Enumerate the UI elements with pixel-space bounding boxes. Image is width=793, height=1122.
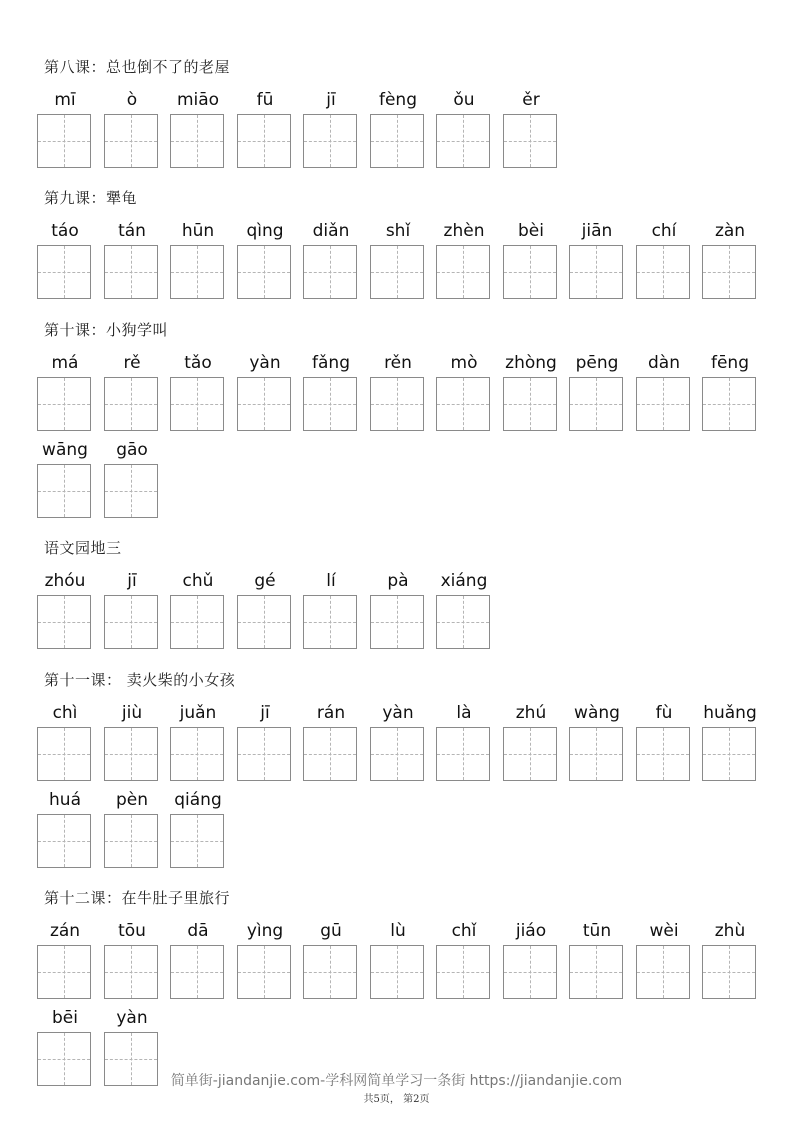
pinyin-row <box>37 919 757 999</box>
pinyin-label: chǐ <box>451 921 477 941</box>
tian-zi-ge-writing-box[interactable] <box>170 945 224 999</box>
character-cell <box>170 88 226 168</box>
tian-zi-ge-writing-box[interactable] <box>303 114 357 168</box>
lesson-title: 第十一课： 卖火柴的小女孩 <box>44 671 236 689</box>
character-cell <box>436 919 492 999</box>
pinyin-label: zhú <box>515 703 547 723</box>
tian-zi-ge-writing-box[interactable] <box>170 377 224 431</box>
tian-zi-ge-writing-box[interactable] <box>436 945 490 999</box>
character-cell <box>303 219 359 299</box>
character-cell <box>237 701 293 781</box>
character-cell <box>104 219 160 299</box>
character-cell <box>37 88 93 168</box>
lesson-title: 第十课：小狗学叫 <box>44 321 169 339</box>
pinyin-label: wāng <box>42 440 88 460</box>
character-cell <box>37 788 93 868</box>
character-cell <box>104 351 160 431</box>
tian-zi-ge-writing-box[interactable] <box>436 245 490 299</box>
tian-zi-ge-writing-box[interactable] <box>237 945 291 999</box>
character-cell <box>503 701 559 781</box>
pinyin-label: zhù <box>714 921 746 941</box>
tian-zi-ge-writing-box[interactable] <box>370 727 424 781</box>
tian-zi-ge-writing-box[interactable] <box>303 727 357 781</box>
character-cell <box>702 919 758 999</box>
tian-zi-ge-writing-box[interactable] <box>104 814 158 868</box>
character-cell <box>436 701 492 781</box>
tian-zi-ge-writing-box[interactable] <box>370 595 424 649</box>
pinyin-label: dā <box>187 921 209 941</box>
pinyin-label: mò <box>450 353 478 373</box>
pinyin-label: yàn <box>382 703 414 723</box>
character-cell <box>237 569 293 649</box>
character-cell <box>569 701 625 781</box>
pinyin-label: fù <box>655 703 673 723</box>
character-cell <box>170 701 226 781</box>
pinyin-label: bēi <box>52 1008 78 1028</box>
pinyin-label: wàng <box>574 703 620 723</box>
pinyin-label: zhèn <box>443 221 485 241</box>
tian-zi-ge-writing-box[interactable] <box>569 377 623 431</box>
tian-zi-ge-writing-box[interactable] <box>37 945 91 999</box>
pinyin-label: yàn <box>249 353 281 373</box>
tian-zi-ge-writing-box[interactable] <box>104 464 158 518</box>
pinyin-label: chí <box>651 221 677 241</box>
tian-zi-ge-writing-box[interactable] <box>104 245 158 299</box>
character-cell <box>170 788 226 868</box>
tian-zi-ge-writing-box[interactable] <box>237 245 291 299</box>
pinyin-label: jī <box>326 90 336 110</box>
character-cell <box>436 569 492 649</box>
tian-zi-ge-writing-box[interactable] <box>37 377 91 431</box>
lesson-title: 第十二课：在牛肚子里旅行 <box>44 889 231 907</box>
character-cell <box>170 219 226 299</box>
tian-zi-ge-writing-box[interactable] <box>370 377 424 431</box>
tian-zi-ge-writing-box[interactable] <box>37 727 91 781</box>
pinyin-label: shǐ <box>385 221 411 241</box>
character-cell <box>636 219 692 299</box>
tian-zi-ge-writing-box[interactable] <box>370 114 424 168</box>
character-cell <box>303 351 359 431</box>
tian-zi-ge-writing-box[interactable] <box>702 945 756 999</box>
character-cell <box>104 88 160 168</box>
tian-zi-ge-writing-box[interactable] <box>237 377 291 431</box>
pinyin-label: ò <box>126 90 138 110</box>
tian-zi-ge-writing-box[interactable] <box>237 114 291 168</box>
character-cell <box>37 569 93 649</box>
tian-zi-ge-writing-box[interactable] <box>303 377 357 431</box>
tian-zi-ge-writing-box[interactable] <box>636 377 690 431</box>
tian-zi-ge-writing-box[interactable] <box>237 727 291 781</box>
character-cell <box>370 219 426 299</box>
pinyin-label: dàn <box>648 353 680 373</box>
tian-zi-ge-writing-box[interactable] <box>503 727 557 781</box>
character-cell <box>370 919 426 999</box>
character-cell <box>237 219 293 299</box>
tian-zi-ge-writing-box[interactable] <box>370 945 424 999</box>
character-cell <box>370 88 426 168</box>
character-cell <box>303 701 359 781</box>
character-cell <box>702 351 758 431</box>
character-cell <box>636 351 692 431</box>
tian-zi-ge-writing-box[interactable] <box>503 377 557 431</box>
pinyin-row <box>37 701 757 781</box>
character-cell <box>503 88 559 168</box>
character-cell <box>503 919 559 999</box>
character-cell <box>569 351 625 431</box>
pinyin-label: lù <box>390 921 406 941</box>
lesson-title: 第九课：犟龟 <box>44 189 138 207</box>
footer-page-number: 共5页， 第2页 <box>363 1094 430 1105</box>
tian-zi-ge-writing-box[interactable] <box>170 727 224 781</box>
pinyin-label: rě <box>123 353 141 373</box>
tian-zi-ge-writing-box[interactable] <box>37 114 91 168</box>
character-cell <box>569 219 625 299</box>
pinyin-label: zán <box>49 921 81 941</box>
pinyin-label: zhòng <box>505 353 557 373</box>
pinyin-label: ǒu <box>453 90 475 110</box>
tian-zi-ge-writing-box[interactable] <box>436 595 490 649</box>
pinyin-label: mī <box>54 90 76 110</box>
pinyin-label: gāo <box>116 440 148 460</box>
pinyin-label: tán <box>118 221 146 241</box>
character-cell <box>303 919 359 999</box>
tian-zi-ge-writing-box[interactable] <box>170 814 224 868</box>
pinyin-label: má <box>51 353 79 373</box>
character-cell <box>370 351 426 431</box>
pinyin-label: juǎn <box>179 703 217 723</box>
pinyin-row <box>37 569 757 649</box>
pinyin-label: yàn <box>116 1008 148 1028</box>
character-cell <box>436 219 492 299</box>
pinyin-label: pèn <box>115 790 149 810</box>
tian-zi-ge-writing-box[interactable] <box>503 945 557 999</box>
pinyin-label: jī <box>127 571 137 591</box>
tian-zi-ge-writing-box[interactable] <box>170 245 224 299</box>
character-cell <box>569 919 625 999</box>
tian-zi-ge-writing-box[interactable] <box>303 945 357 999</box>
pinyin-label: tōu <box>118 921 146 941</box>
character-cell <box>370 701 426 781</box>
pinyin-label: hūn <box>181 221 215 241</box>
tian-zi-ge-writing-box[interactable] <box>569 727 623 781</box>
tian-zi-ge-writing-box[interactable] <box>503 114 557 168</box>
tian-zi-ge-writing-box[interactable] <box>237 595 291 649</box>
pinyin-label: tūn <box>582 921 612 941</box>
character-cell <box>104 701 160 781</box>
character-cell <box>170 919 226 999</box>
character-cell <box>37 351 93 431</box>
pinyin-label: gū <box>320 921 342 941</box>
pinyin-label: wèi <box>649 921 679 941</box>
tian-zi-ge-writing-box[interactable] <box>503 245 557 299</box>
pinyin-label: rán <box>316 703 346 723</box>
pinyin-label: fū <box>256 90 274 110</box>
tian-zi-ge-writing-box[interactable] <box>37 464 91 518</box>
tian-zi-ge-writing-box[interactable] <box>170 114 224 168</box>
character-cell <box>436 351 492 431</box>
pinyin-label: yìng <box>246 921 284 941</box>
pinyin-label: zàn <box>714 221 746 241</box>
tian-zi-ge-writing-box[interactable] <box>303 245 357 299</box>
tian-zi-ge-writing-box[interactable] <box>104 114 158 168</box>
pinyin-label: lí <box>326 571 336 591</box>
pinyin-label: huá <box>49 790 81 810</box>
pinyin-label: jiáo <box>515 921 547 941</box>
pinyin-label: fèng <box>378 90 417 110</box>
character-cell <box>170 351 226 431</box>
pinyin-label: diǎn <box>312 221 350 241</box>
character-cell <box>104 569 160 649</box>
pinyin-row <box>37 219 757 299</box>
pinyin-label: gé <box>254 571 276 591</box>
pinyin-label: zhóu <box>44 571 86 591</box>
pinyin-label: rěn <box>384 353 412 373</box>
character-cell <box>237 88 293 168</box>
character-cell <box>37 701 93 781</box>
pinyin-row <box>37 351 757 431</box>
pinyin-label: là <box>456 703 472 723</box>
pinyin-label: fēng <box>710 353 749 373</box>
tian-zi-ge-writing-box[interactable] <box>636 945 690 999</box>
character-cell <box>104 919 160 999</box>
tian-zi-ge-writing-box[interactable] <box>436 377 490 431</box>
pinyin-label: bèi <box>518 221 544 241</box>
pinyin-label: chǔ <box>182 571 214 591</box>
lesson-title: 语文园地三 <box>44 539 122 557</box>
character-cell <box>104 788 160 868</box>
character-cell <box>37 919 93 999</box>
character-cell <box>303 569 359 649</box>
tian-zi-ge-writing-box[interactable] <box>436 114 490 168</box>
pinyin-label: tǎo <box>184 353 212 373</box>
pinyin-label: chì <box>52 703 78 723</box>
character-cell <box>702 701 758 781</box>
character-cell <box>370 569 426 649</box>
tian-zi-ge-writing-box[interactable] <box>37 595 91 649</box>
pinyin-row <box>37 438 757 518</box>
tian-zi-ge-writing-box[interactable] <box>37 245 91 299</box>
pinyin-label: jī <box>260 703 270 723</box>
tian-zi-ge-writing-box[interactable] <box>104 945 158 999</box>
pinyin-label: qiáng <box>174 790 222 810</box>
character-cell <box>503 219 559 299</box>
pinyin-label: miāo <box>176 90 220 110</box>
footer-source: 简单街-jiandanjie.com-学科网简单学习一条街 https://jiandanjie.com <box>170 1073 623 1089</box>
tian-zi-ge-writing-box[interactable] <box>104 727 158 781</box>
character-cell <box>170 569 226 649</box>
tian-zi-ge-writing-box[interactable] <box>636 727 690 781</box>
tian-zi-ge-writing-box[interactable] <box>303 595 357 649</box>
character-cell <box>636 919 692 999</box>
character-cell <box>37 438 93 518</box>
pinyin-label: huǎng <box>703 703 757 723</box>
tian-zi-ge-writing-box[interactable] <box>569 245 623 299</box>
character-cell <box>37 219 93 299</box>
pinyin-label: jiù <box>121 703 143 723</box>
tian-zi-ge-writing-box[interactable] <box>436 727 490 781</box>
tian-zi-ge-writing-box[interactable] <box>370 245 424 299</box>
character-cell <box>503 351 559 431</box>
character-cell <box>702 219 758 299</box>
character-cell <box>303 88 359 168</box>
tian-zi-ge-writing-box[interactable] <box>636 245 690 299</box>
character-cell <box>237 351 293 431</box>
tian-zi-ge-writing-box[interactable] <box>170 595 224 649</box>
character-cell <box>237 919 293 999</box>
tian-zi-ge-writing-box[interactable] <box>104 595 158 649</box>
pinyin-row <box>37 88 757 168</box>
pinyin-label: táo <box>51 221 79 241</box>
tian-zi-ge-writing-box[interactable] <box>104 377 158 431</box>
pinyin-label: ěr <box>522 90 540 110</box>
pinyin-row <box>37 788 757 868</box>
character-cell <box>436 88 492 168</box>
character-cell <box>636 701 692 781</box>
pinyin-label: pēng <box>575 353 619 373</box>
pinyin-label: fǎng <box>312 353 350 373</box>
tian-zi-ge-writing-box[interactable] <box>569 945 623 999</box>
character-cell <box>104 438 160 518</box>
tian-zi-ge-writing-box[interactable] <box>702 245 756 299</box>
pinyin-label: jiān <box>581 221 613 241</box>
pinyin-label: xiáng <box>440 571 488 591</box>
pinyin-label: qìng <box>246 221 284 241</box>
lesson-title: 第八课：总也倒不了的老屋 <box>44 58 231 76</box>
pinyin-label: pà <box>387 571 409 591</box>
tian-zi-ge-writing-box[interactable] <box>37 814 91 868</box>
tian-zi-ge-writing-box[interactable] <box>702 727 756 781</box>
tian-zi-ge-writing-box[interactable] <box>702 377 756 431</box>
